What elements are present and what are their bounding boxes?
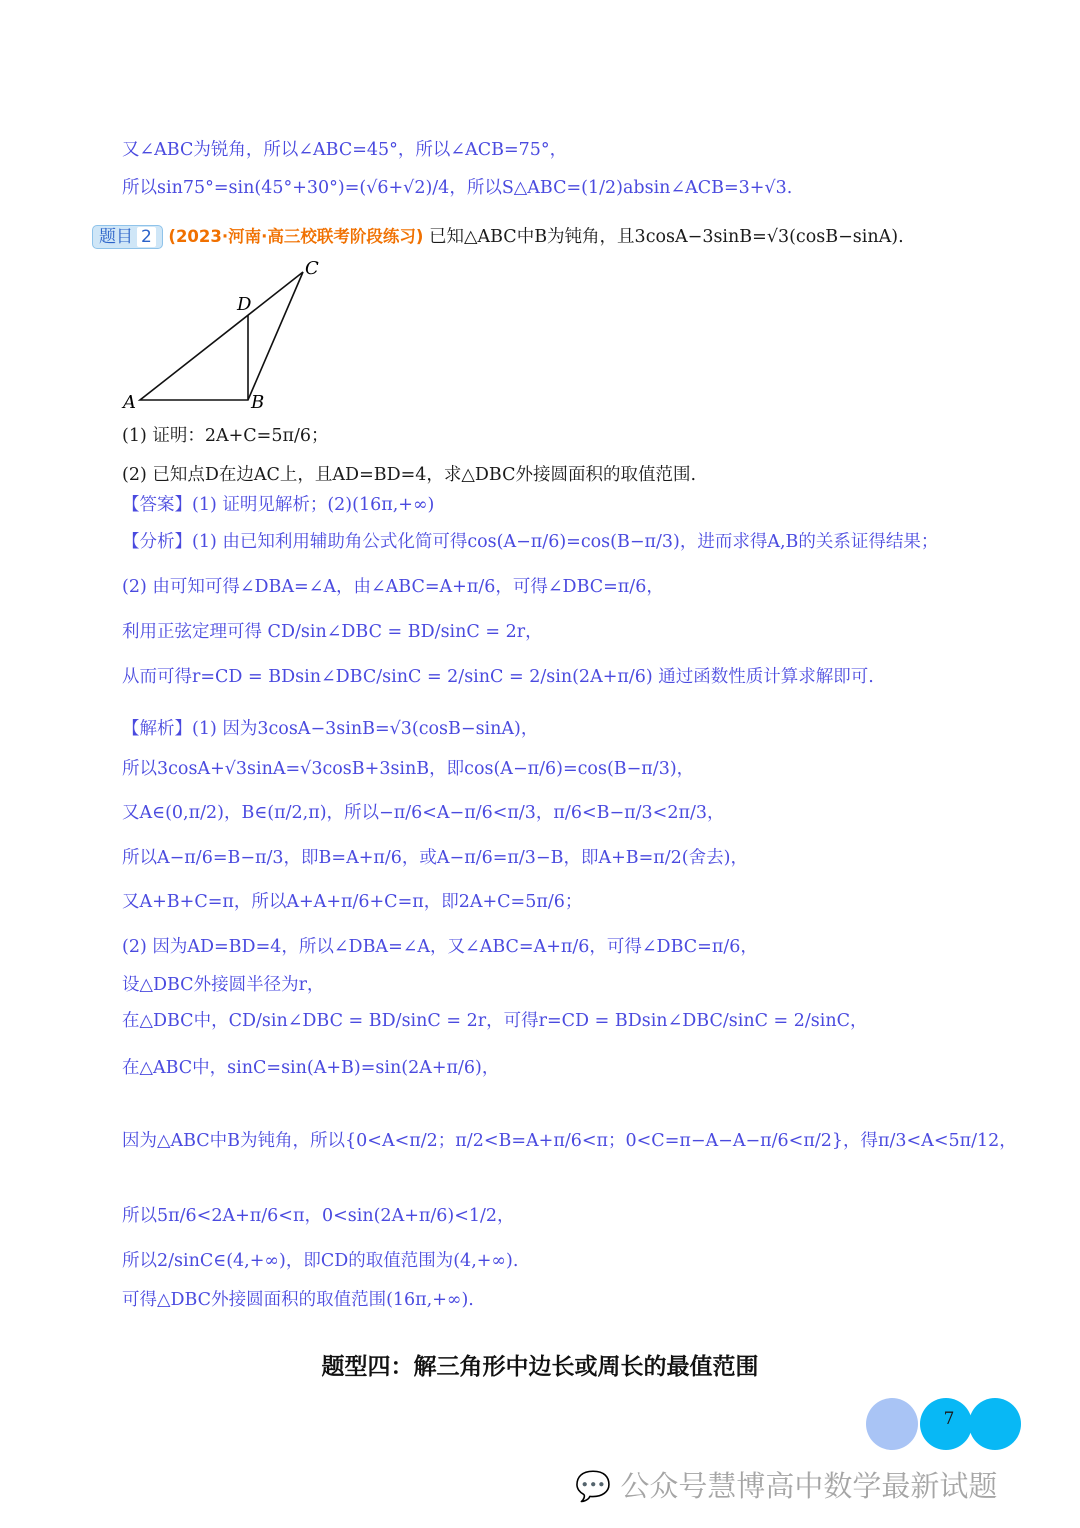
section-heading: 题型四：解三角形中边长或周长的最值范围 [321, 1354, 759, 1380]
problem-tag [92, 225, 163, 249]
point-label-a: A [123, 392, 136, 408]
problem-header [92, 225, 904, 249]
solution-step-11: 所以5π/6<2A+π/6<π，0<sin(2A+π/6)<1/2， [122, 1206, 515, 1226]
triangle-figure [120, 258, 320, 408]
answer-line: 【答案】(1) 证明见解析；(2)(16π,+∞) [122, 495, 435, 515]
point-label-d: D [237, 294, 252, 315]
analysis-line-4: 从而可得r=CD = BDsin∠DBC/sinC = 2/sinC = 2/sin(2A+π/6) 通过函数性质计算求解即可. [122, 667, 874, 687]
watermark-text: 公众号慧博高中数学最新试题 [620, 1469, 998, 1503]
solution-step-2: 所以3cosA+√3sinA=√3cosB+3sinB，即cos(A−π/6)=cos(B−π/3)， [122, 759, 695, 779]
page-circle-left [866, 1398, 918, 1450]
solution-step-9: 在△ABC中，sinC=sin(A+B)=sin(2A+π/6)， [122, 1058, 500, 1078]
solution-step-12: 所以2/sinC∈(4,+∞)，即CD的取值范围为(4,+∞). [122, 1251, 519, 1271]
solution-step-4: 所以A−π/6=B−π/3，即B=A+π/6，或A−π/6=π/3−B，即A+B=π/2(舍去)， [122, 848, 748, 868]
watermark [575, 1464, 997, 1505]
solution-step-8: 在△DBC中，CD/sin∠DBC = BD/sinC = 2r，可得r=CD = BDsin∠DBC/sinC = 2/sinC， [122, 1011, 868, 1031]
problem-number: 2 [137, 227, 156, 247]
solution-step-3: 又A∈(0,π/2)，B∈(π/2,π)，所以−π/6<A−π/6<π/3，π/6<B−π/3<2π/3， [122, 803, 725, 823]
problem-tag-label: 题目 [99, 227, 133, 247]
point-label-b: B [251, 392, 265, 408]
solution-step-1: 【解析】(1) 因为3cosA−3sinB=√3(cosB−sinA)， [122, 719, 539, 739]
solution-step-7: 设△DBC外接圆半径为r， [122, 975, 325, 995]
solution-step-10: 因为△ABC中B为钝角，所以{0<A<π/2；π/2<B=A+π/6<π；0<C=π−A−A−π/6<π/2}，得π/3<A<5π/12， [122, 1131, 1017, 1151]
analysis-line-1: 【分析】(1) 由已知利用辅助角公式化简可得cos(A−π/6)=cos(B−π/3)，进而求得A,B的关系证得结果； [122, 532, 939, 552]
triangle-abc [140, 272, 303, 400]
problem-source: (2023·河南·高三校联考阶段练习) [168, 227, 424, 246]
wechat-icon: 💬 [575, 1469, 612, 1503]
solution-step-6: (2) 因为AD=BD=4，所以∠DBA=∠A，又∠ABC=A+π/6，可得∠DBC=π/6， [122, 937, 758, 957]
question-2: (2) 已知点D在边AC上，且AD=BD=4，求△DBC外接圆面积的取值范围. [122, 465, 697, 485]
solution-line-2: 所以sin75°=sin(45°+30°)=(√6+√2)/4，所以S△ABC=(1/2)absin∠ACB=3+√3. [122, 178, 793, 198]
page-number: 7 [943, 1409, 955, 1429]
analysis-line-3: 利用正弦定理可得 CD/sin∠DBC = BD/sinC = 2r， [122, 622, 543, 642]
analysis-line-2: (2) 由可知可得∠DBA=∠A，由∠ABC=A+π/6，可得∠DBC=π/6， [122, 577, 664, 597]
page-circle-right [969, 1398, 1021, 1450]
solution-line-1: 又∠ABC为锐角，所以∠ABC=45°，所以∠ACB=75°， [122, 140, 568, 160]
solution-step-13: 可得△DBC外接圆面积的取值范围(16π,+∞). [122, 1290, 474, 1310]
solution-step-5: 又A+B+C=π，所以A+A+π/6+C=π，即2A+C=5π/6； [122, 892, 583, 912]
point-label-c: C [305, 258, 319, 279]
question-1: (1) 证明：2A+C=5π/6； [122, 426, 329, 446]
problem-statement: 已知△ABC中B为钝角，且3cosA−3sinB=√3(cosB−sinA). [429, 227, 904, 247]
